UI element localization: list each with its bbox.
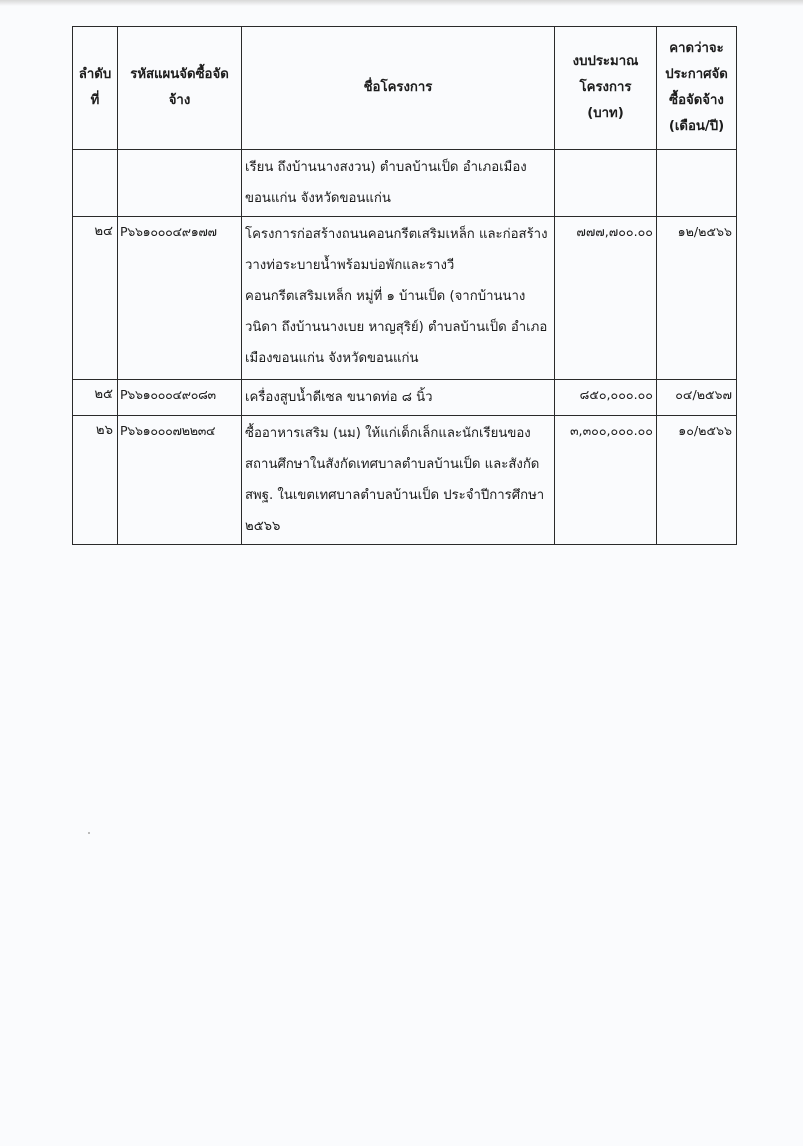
project-name-line: เรียน ถึงบ้านนางสงวน) ตำบลบ้านเป็ด อำเภอเมือง (245, 160, 527, 175)
project-name-line: โครงการก่อสร้างถนนคอนกรีตเสริมเหล็ก และก่อสร้าง (245, 227, 548, 242)
row-budget: ๘๕๐,๐๐๐.๐๐ (555, 380, 657, 416)
project-name-line: สพฐ. ในเขตเทศบาลตำบลบ้านเป็ด ประจำปีการศึกษา (245, 488, 545, 503)
project-name-line: เครื่องสูบน้ำดีเซล ขนาดท่อ ๘ นิ้ว (245, 390, 433, 405)
header-no-line: ที่ (90, 93, 100, 108)
header-budget-line: งบประมาณ (572, 54, 639, 69)
header-date-line: ซื้อจัดจ้าง (669, 93, 724, 108)
header-budget-line: โครงการ (579, 80, 632, 95)
header-date-line: คาดว่าจะ (669, 41, 724, 56)
project-name-line: ขอนแก่น จังหวัดขอนแก่น (245, 191, 391, 206)
procurement-plan-table (72, 26, 737, 545)
row-no: ๒๔ (73, 217, 118, 380)
scan-speck (88, 832, 90, 834)
row-no: ๒๖ (73, 416, 118, 545)
project-name-line: เมืองขอนแก่น จังหวัดขอนแก่น (245, 351, 419, 366)
header-no (73, 27, 118, 150)
table-row (73, 380, 737, 416)
header-code-line: จ้าง (168, 93, 191, 108)
project-name-line: สถานศึกษาในสังกัดเทศบาลตำบลบ้านเป็ด และสังกัด (245, 457, 540, 472)
row-budget (555, 150, 657, 217)
row-expected-date: ๐๔/๒๕๖๗ (657, 380, 737, 416)
project-name-line: วนิดา ถึงบ้านนางเบย หาญสุริย์) ตำบลบ้านเป็ด อำเภอ (245, 320, 548, 335)
header-expected-date (657, 27, 737, 150)
row-expected-date (657, 150, 737, 217)
row-expected-date: ๑๐/๒๕๖๖ (657, 416, 737, 545)
header-plan-code (118, 27, 242, 150)
table-row (73, 150, 737, 217)
header-no-line: ลำดับ (78, 67, 112, 82)
row-plan-code (118, 150, 242, 217)
row-no: ๒๕ (73, 380, 118, 416)
row-budget: ๗๗๗,๗๐๐.๐๐ (555, 217, 657, 380)
header-code-line: รหัสแผนจัดซื้อจัด (130, 67, 229, 82)
project-name-line: คอนกรีตเสริมเหล็ก หมู่ที่ ๑ บ้านเป็ด (จากบ้านนาง (245, 289, 526, 304)
header-budget-line: (บาท) (587, 106, 624, 121)
header-date-line: (เดือน/ปี) (668, 119, 725, 134)
table-header-row (73, 27, 737, 150)
row-budget: ๓,๓๐๐,๐๐๐.๐๐ (555, 416, 657, 545)
project-name-line: ซื้ออาหารเสริม (นม) ให้แก่เด็กเล็กและนักเรียนของ (245, 426, 531, 441)
table-row (73, 217, 737, 380)
project-name-line: วางท่อระบายน้ำพร้อมบ่อพักและรางวี (245, 258, 455, 273)
row-no (73, 150, 118, 217)
header-budget (555, 27, 657, 150)
table-row (73, 416, 737, 545)
row-plan-code: P๖๖๑๐๐๐๔๙๑๗๗ (118, 217, 242, 380)
row-project-name (242, 380, 555, 416)
row-project-name (242, 416, 555, 545)
row-plan-code: P๖๖๑๐๐๐๗๒๒๓๔ (118, 416, 242, 545)
row-project-name (242, 217, 555, 380)
header-name-line: ชื่อโครงการ (363, 80, 433, 95)
header-project-name (242, 27, 555, 150)
page-top-edge (0, 0, 803, 6)
project-name-line: ๒๕๖๖ (245, 519, 281, 534)
header-date-line: ประกาศจัด (665, 67, 728, 82)
row-plan-code: P๖๖๑๐๐๐๔๙๐๘๓ (118, 380, 242, 416)
row-project-name (242, 150, 555, 217)
row-expected-date: ๑๒/๒๕๖๖ (657, 217, 737, 380)
